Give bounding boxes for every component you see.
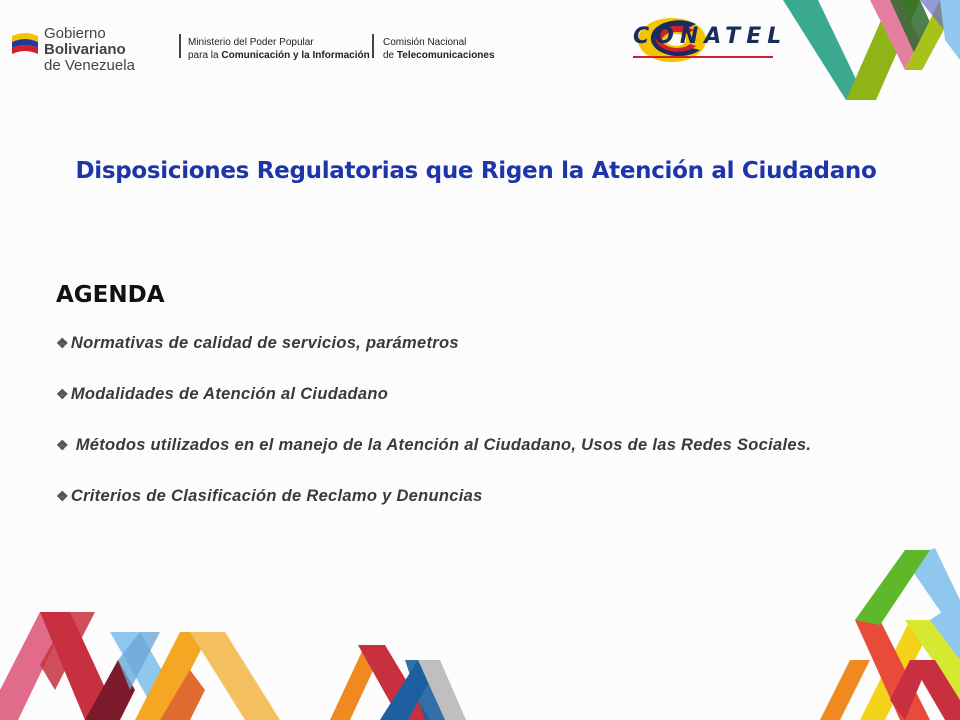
agenda-item-text: Modalidades de Atención al Ciudadano: [70, 385, 389, 403]
ministry-line1: Ministerio del Poder Popular: [188, 37, 314, 48]
agenda-heading: AGENDA: [56, 282, 165, 308]
gov-line2: de Venezuela: [44, 57, 135, 74]
agenda-list: [56, 332, 926, 536]
gov-line1: Gobierno: [44, 25, 106, 42]
diamond-bullet-icon: ❖: [56, 488, 69, 504]
list-item: [56, 485, 926, 507]
gov-line1-bold: Bolivariano: [44, 41, 126, 58]
ministry-line2: para la: [188, 50, 219, 61]
agenda-item-text: Métodos utilizados en el manejo de la Atención al Ciudadano, Usos de las Redes Sociales.: [70, 436, 812, 454]
comision-line2: de: [383, 50, 395, 61]
list-item: [56, 383, 926, 405]
ministry-line2-bold: Comunicación y la Información: [221, 50, 370, 61]
comision-line2-bold: Telecomunicaciones: [396, 50, 495, 61]
diamond-bullet-icon: ❖: [56, 335, 69, 351]
list-item: [56, 332, 926, 354]
diamond-bullet-icon: ❖: [56, 386, 69, 402]
page-title: Disposiciones Regulatorias que Rigen la Atención al Ciudadano: [75, 158, 877, 184]
diamond-bullet-icon: ❖: [56, 437, 69, 453]
agenda-item-text: Normativas de calidad de servicios, parámetros: [70, 334, 459, 352]
conatel-wordmark: CONATEL: [633, 24, 788, 49]
list-item: [56, 434, 926, 456]
agenda-item-text: Criterios de Clasificación de Reclamo y Denuncias: [70, 487, 483, 505]
comision-line1: Comisión Nacional: [383, 37, 467, 48]
top-right-decoration: [0, 0, 960, 120]
